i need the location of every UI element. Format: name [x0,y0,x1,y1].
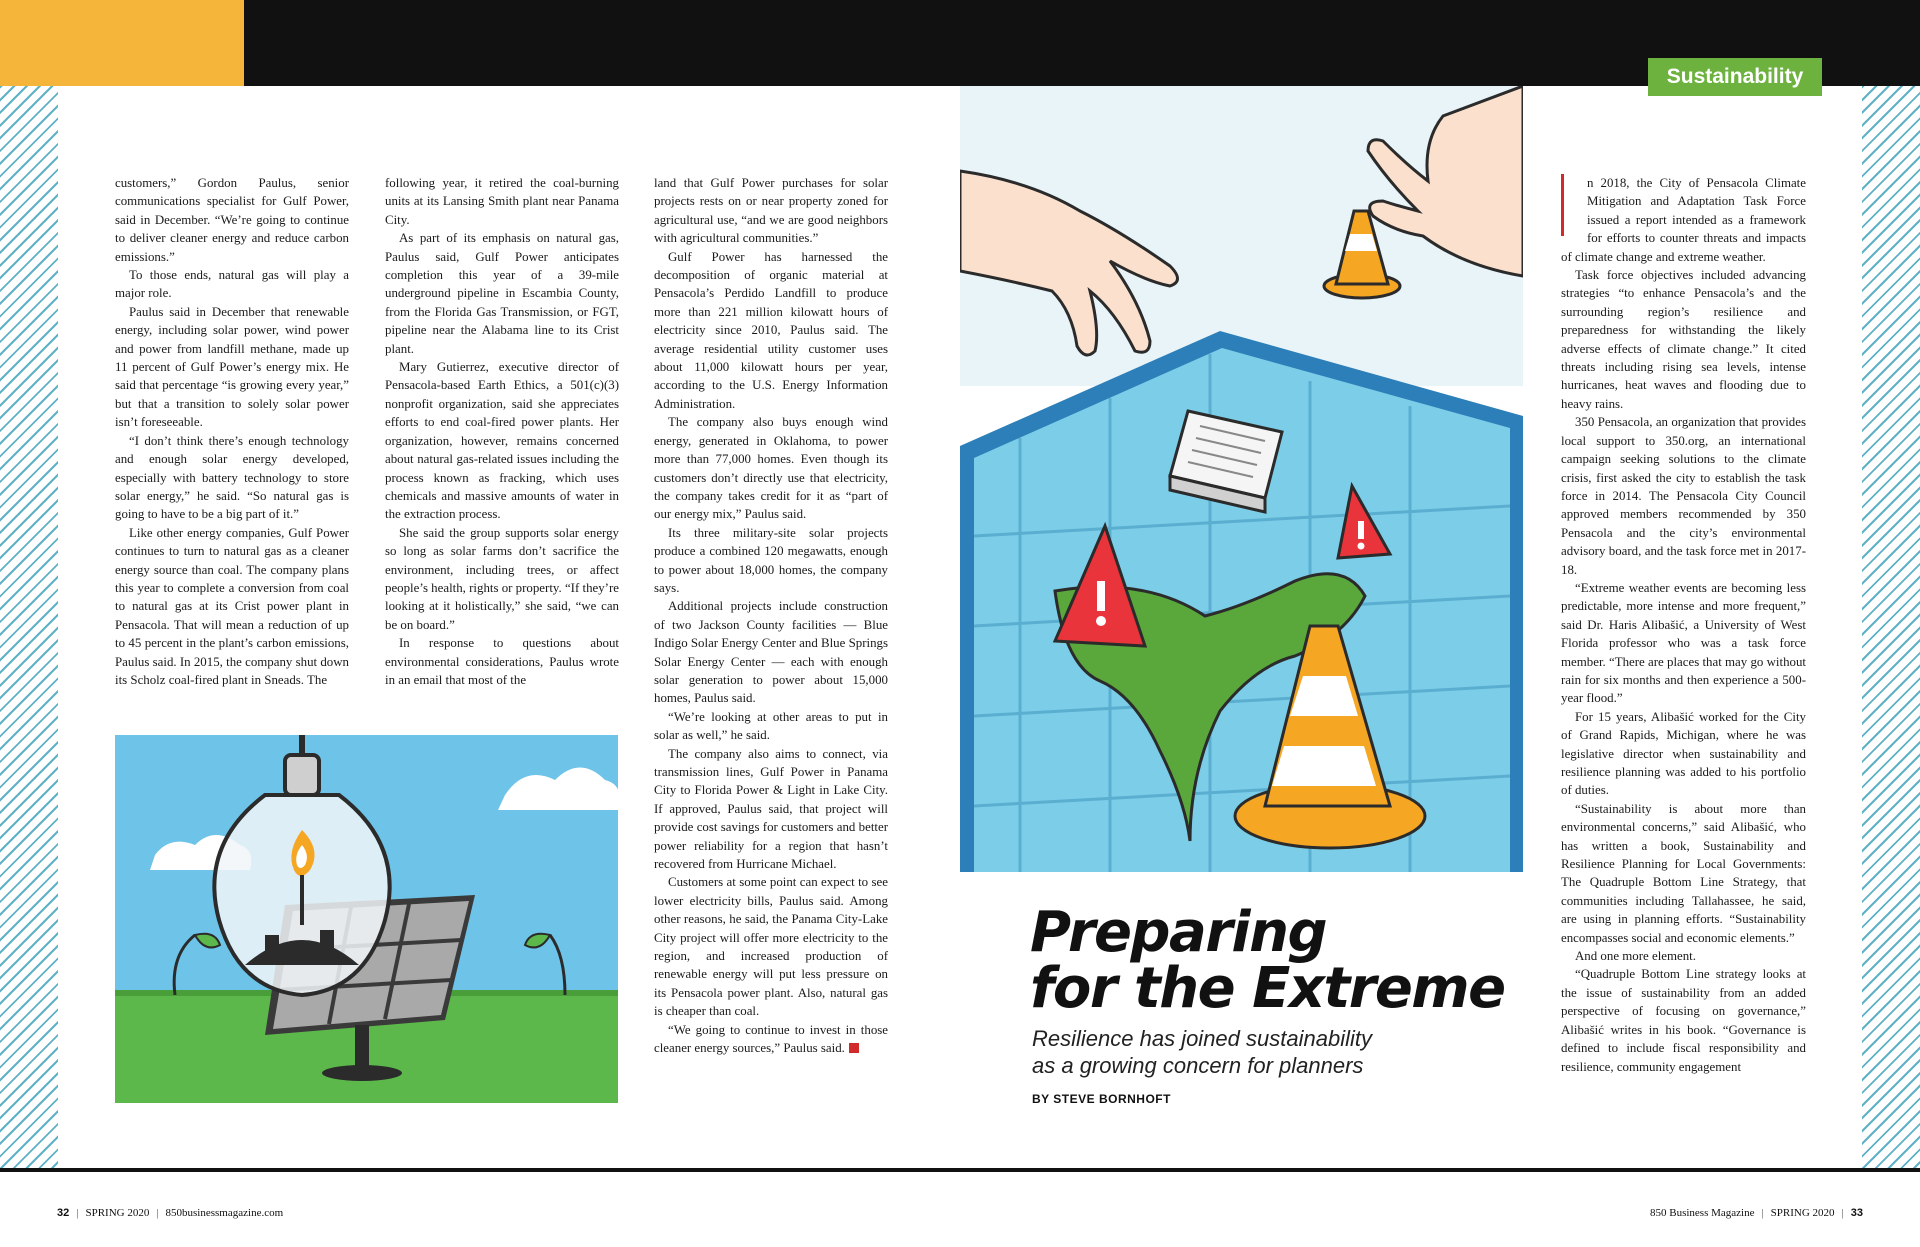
page-number-left: 32 [57,1207,70,1219]
paragraph: The company also aims to connect, via transmission lines, Gulf Power in Panama City to Florida Power & Light in Lake City. If approved, Paulus said, that project will provide cost savings for customers and better power reliability for a region that hasn’t recovered from Hurricane Michael. [654,746,888,872]
paragraph: customers,” Gordon Paulus, senior communications specialist for Gulf Power, said in December. “We’re going to continue to deliver cleaner energy and reduce carbon emissions.” [115,176,349,264]
footer-right [1650,1207,1863,1219]
footer-separator: | [1841,1207,1844,1219]
paragraph: Customers at some point can expect to see lower electricity bills, Paulus said. Among other reasons, he said, the Panama City-Lake City project will offer more electricity to the region, and increased production of renewable energy will put less pressure on its Pensacola power plant. Also, natural gas is cheaper than coal. [654,875,888,1019]
paragraph: She said the group supports solar energy so long as solar farms don’t sacrifice the environment, including trees, or affect people’s health, rights or property. “If they’re looking at it holistically,” she said, “we can be on board.” [385,525,619,632]
paragraph: Its three military-site solar projects produce a combined 120 megawatts, enough to power about 18,000 homes, the company says. [654,525,888,595]
paragraph: “Quadruple Bottom Line strategy looks at the issue of sustainability from an added perspective of focusing on governance,” Alibašić writes in his book. “Governance is defined to include fiscal responsibility and resilience, community engagement [1561,967,1806,1074]
paragraph: “We’re looking at other areas to put in solar as well,” he said. [654,709,888,743]
paragraph: following year, it retired the coal-burning units at its Lansing Smith plant near Panama City. [385,176,619,227]
issue-right: SPRING 2020 [1770,1207,1835,1219]
footer-separator: | [76,1207,79,1219]
section-tag: Sustainability [1648,58,1822,96]
article-column-3 [654,174,888,1058]
resilience-map-illustration [960,86,1523,872]
solar-bulb-illustration [115,735,618,1103]
article-headline [1030,900,1550,1021]
paragraph: “I don’t think there’s enough technology and enough solar energy developed, especially with battery technology to store solar energy,” he said. “So natural gas is going to have to be a big part of it.” [115,433,349,522]
paragraph: land that Gulf Power purchases for solar projects rests on or near property zoned for agricultural use, “and we are good neighbors with agricultural communities.” [654,176,888,246]
paragraph: Task force objectives included advancing strategies “to enhance Pensacola’s and the surrounding region’s resilience and preparedness for withstanding the likely adverse effects of climate change.” It cited threats including rising sea levels, intense hurricanes, heat waves and flooding due to heavy rains. [1561,268,1806,411]
paragraph-text: “We going to continue to invest in those cleaner energy sources,” Paulus said. [654,1022,888,1056]
headline-line-1: Preparing [1030,900,1327,965]
footer-left [57,1207,283,1219]
issue-left: SPRING 2020 [85,1207,150,1219]
article-subhead [1032,1025,1492,1079]
dropcap-rule-icon [1561,174,1583,236]
site-url[interactable]: 850businessmagazine.com [165,1207,284,1219]
paragraph: To those ends, natural gas will play a major role. [115,268,349,301]
article-column-2 [385,174,619,689]
article-column-1 [115,174,349,689]
magazine-name: 850 Business Magazine [1649,1207,1755,1219]
left-wave-pattern [0,86,58,1171]
page-number-right: 33 [1850,1207,1863,1219]
byline: BY STEVE BORNHOFT [1032,1092,1171,1106]
paragraph: Additional projects include construction of two Jackson County facilities — Blue Indigo Solar Energy Center and Blue Springs Solar Energy Center — each with enough solar generation to power about 15,000 homes, Paulus said. [654,599,888,706]
top-bar [0,0,1920,86]
paragraph: For 15 years, Alibašić worked for the City of Grand Rapids, Michigan, where he was legislative director when sustainability and resilience planning was added to his portfolio of duties. [1561,709,1806,798]
paragraph: n 2018, the City of Pensacola Climate Mitigation and Adaptation Task Force issued a report intended as a framework for efforts to counter threats and impacts of climate change and extreme weather. [1561,176,1806,264]
paragraph: Mary Gutierrez, executive director of Pensacola-based Earth Ethics, a 501(c)(3) nonprofit organization, said she appreciates efforts to end coal-fired power plants. Her organization, however, remains concerned about natural gas-related issues including the process known as fracking, which uses chemicals and massive amounts of water in the extraction process. [385,360,619,522]
article-column-4 [1561,174,1806,1076]
paragraph: In response to questions about environmental considerations, Paulus wrote in an email that most of the [385,636,619,687]
footer-rule [0,1168,1920,1172]
subhead-line-2: as a growing concern for planners [1032,1053,1364,1078]
top-accent-block [0,0,244,86]
paragraph: 350 Pensacola, an organization that provides local support to 350.org, an international campaign seeking solutions to the climate crisis, first asked the city to establish the task force in 2014. The Pensacola City Council approved members recommended by 350 Pensacola and the city’s environmental advisory board, and the task force met in 2017-18. [1561,415,1806,577]
paragraph: “Sustainability is about more than environmental concerns,” said Alibašić, who has written a book, Sustainability and Resilience Planning for Local Governments: The Quadruple Bottom Line Strategy, that communities including Tallahassee, he said, are using in planning efforts. “Sustainability encompasses social and economic elements.” [1561,801,1806,945]
paragraph: Gulf Power has harnessed the decomposition of organic material at Pensacola’s Perdido Landfill to produce more than 221 million kilowatt hours of electricity since 2010, Paulus said. The average residential utility customer uses about 11,000 kilowatt hours per year, according to the U.S. Energy Information Administration. [654,249,888,411]
dropcap-paragraph [1561,174,1806,266]
paragraph: As part of its emphasis on natural gas, Paulus said, Gulf Power anticipates completion this year of a 39-mile underground pipeline in Escambia County, from the Florida Gas Transmission, or FGT, pipeline near the Alabama line to its Crist plant. [385,231,619,356]
subhead-line-1: Resilience has joined sustainability [1032,1026,1372,1051]
paragraph: “Extreme weather events are becoming less predictable, more intense and more frequent,” said Dr. Haris Alibašić, a University of West Florida professor who was a task force member. “There are places that may go without rain for six months and then experience a 500-year flood.” [1561,580,1806,706]
paragraph: And one more element. [1575,949,1696,964]
right-wave-pattern [1862,86,1920,1171]
headline-line-2: for the Extreme [1030,956,1505,1021]
paragraph: The company also buys enough wind energy, generated in Oklahoma, to power more than 77,000 homes. Even though its customers don’t directly use that electricity, the company takes credit for it as “part of our energy mix,” Paulus said. [654,415,888,522]
paragraph: Like other energy companies, Gulf Power continues to turn to natural gas as a cleaner energy source than coal. The company plans this year to complete a conversion from coal to natural gas at its Crist power plant in Pensacola. That will mean a reduction of up to 45 percent in the plant’s carbon emissions, Paulus said. In 2015, the company shut down its Scholz coal-fired plant in Sneads. The [115,525,349,687]
paragraph-last [654,1021,888,1058]
footer-separator: | [1761,1207,1764,1219]
paragraph: Paulus said in December that renewable energy, including solar power, wind power and power from landfill methane, made up 11 percent of Gulf Power’s energy mix. He said that percentage “is growing every year,” but that a transition to solely solar power isn’t foreseeable. [115,304,349,430]
footer-separator: | [156,1207,159,1219]
end-mark-icon [849,1043,859,1053]
